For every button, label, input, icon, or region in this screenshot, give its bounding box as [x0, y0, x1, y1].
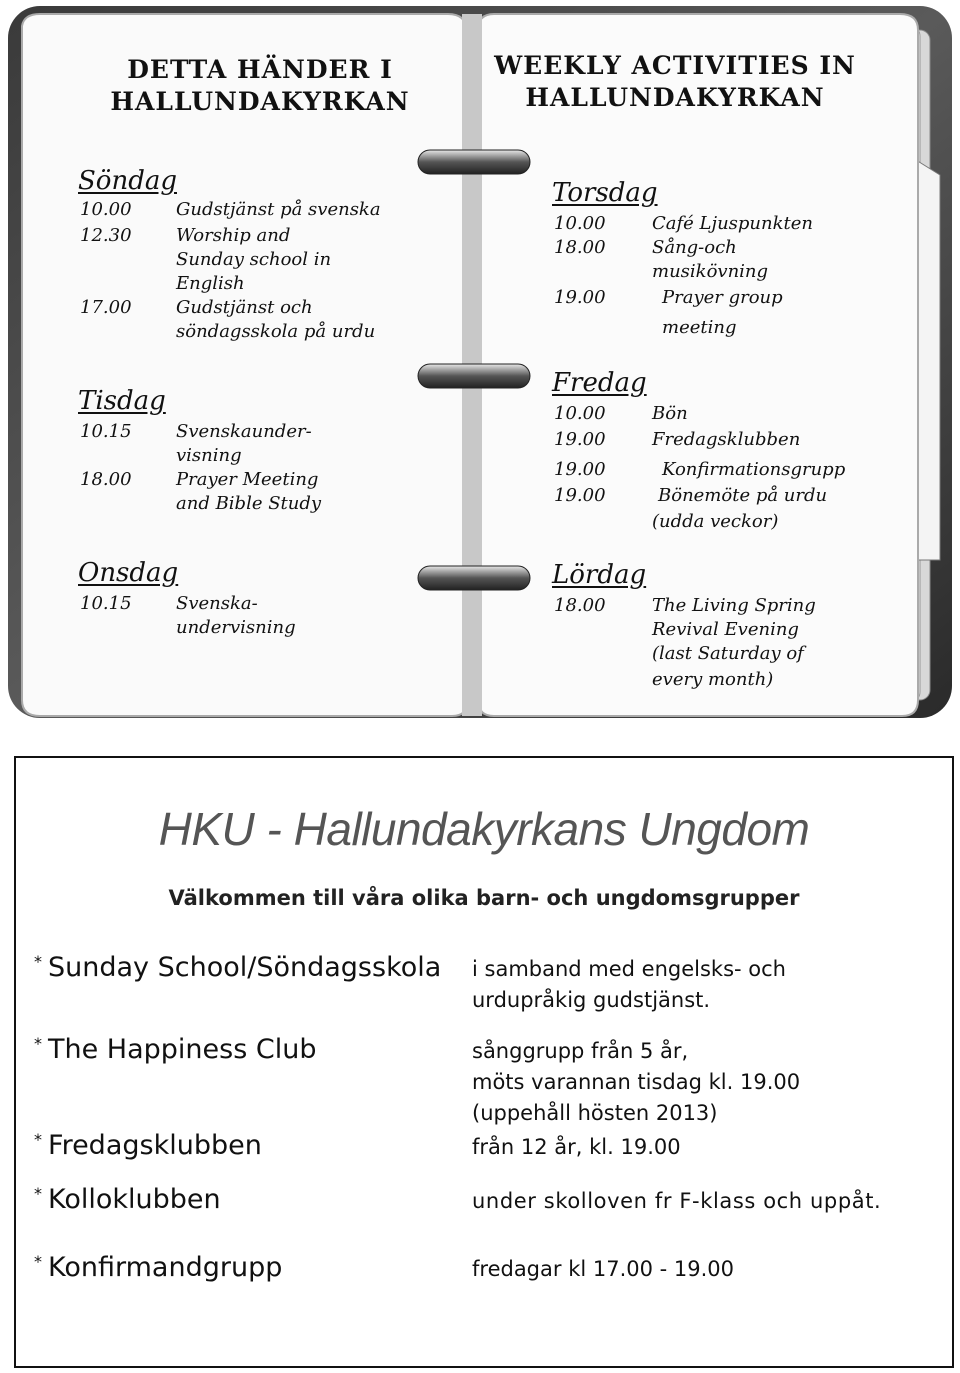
- entry-time: 18.00: [554, 595, 606, 616]
- entry-desc: (last Saturday of: [652, 643, 804, 664]
- program-desc-happiness-club: [472, 1036, 800, 1129]
- entry-time: 10.15: [80, 421, 132, 442]
- entry-desc: Svenska-: [176, 593, 258, 614]
- entry-desc: undervisning: [176, 617, 296, 638]
- entry-desc: English: [176, 273, 245, 294]
- day-block-onsdag: [80, 592, 440, 652]
- program-name: Konfirmandgrupp: [48, 1252, 283, 1283]
- entry-desc: Gudstjänst och: [176, 297, 313, 318]
- entry-desc: every month): [652, 669, 774, 690]
- entry-desc: Prayer group: [662, 287, 783, 308]
- right-title-line1: WEEKLY ACTIVITIES IN: [494, 51, 856, 80]
- hku-subtitle: Välkommen till våra olika barn- och ungdomsgrupper: [168, 886, 800, 910]
- entry-desc: Bönemöte på urdu: [658, 485, 828, 506]
- entry-desc: Fredagsklubben: [652, 429, 801, 450]
- program-konfirmandgrupp: [34, 1252, 282, 1283]
- entry-time: 17.00: [80, 297, 132, 318]
- desc-line: (uppehåll hösten 2013): [472, 1101, 718, 1125]
- right-title-line2: HALLUNDAKYRKAN: [525, 83, 825, 112]
- day-heading-sondag: Söndag: [78, 166, 177, 196]
- entry-time: 19.00: [554, 429, 606, 450]
- program-fredagsklubben: [34, 1130, 262, 1161]
- entry-desc: Café Ljuspunkten: [652, 213, 813, 234]
- left-page-title: [60, 54, 460, 118]
- entry-time: 18.00: [554, 237, 606, 258]
- entry-desc: Gudstjänst på svenska: [176, 199, 381, 220]
- desc-line: i samband med engelsks- och: [472, 957, 786, 981]
- bullet-star: *: [34, 952, 42, 971]
- program-kolloklubben: [34, 1184, 221, 1215]
- entry-desc: Sunday school in: [176, 249, 332, 270]
- program-desc-fredagsklubben: [472, 1132, 681, 1163]
- entry-desc: The Living Spring: [652, 595, 816, 616]
- program-desc-konfirmandgrupp: [472, 1254, 734, 1285]
- entry-desc: meeting: [662, 317, 737, 338]
- program-name: The Happiness Club: [48, 1034, 317, 1065]
- hku-info-box: [14, 756, 954, 1368]
- entry-desc: musikövning: [652, 261, 769, 282]
- entry-desc: Sång-och: [652, 237, 737, 258]
- program-happiness-club: [34, 1034, 316, 1065]
- program-desc-sunday-school: [472, 954, 786, 1016]
- entry-desc: and Bible Study: [176, 493, 322, 514]
- day-block-torsdag: [554, 212, 894, 342]
- day-heading-torsdag: Torsdag: [552, 178, 658, 208]
- desc-line: under skolloven fr F-klass och uppåt.: [472, 1189, 882, 1213]
- entry-time: 10.00: [80, 199, 132, 220]
- entry-time: 19.00: [554, 287, 606, 308]
- desc-line: fredagar kl 17.00 - 19.00: [472, 1257, 735, 1281]
- day-heading-tisdag: Tisdag: [78, 386, 166, 416]
- bullet-star: *: [34, 1034, 42, 1053]
- left-title-line1: DETTA HÄNDER I: [127, 55, 393, 84]
- bullet-star: *: [34, 1130, 42, 1149]
- entry-desc: (udda veckor): [652, 511, 779, 532]
- entry-desc: Revival Evening: [652, 619, 799, 640]
- desc-line: från 12 år, kl. 19.00: [472, 1135, 681, 1159]
- entry-desc: Konfirmationsgrupp: [662, 459, 846, 480]
- hku-title: HKU - Hallundakyrkans Ungdom: [158, 803, 810, 855]
- right-page-title: [490, 50, 860, 114]
- entry-time: 10.00: [554, 403, 606, 424]
- entry-desc: Worship and: [176, 225, 291, 246]
- desc-line: urdupråkig gudstjänst.: [472, 988, 711, 1012]
- day-block-sondag: [80, 198, 440, 348]
- desc-line: sånggrupp från 5 år,: [472, 1039, 689, 1063]
- program-name: Sunday School/Söndagsskola: [48, 952, 442, 983]
- day-heading-lordag: Lördag: [552, 560, 647, 590]
- bullet-star: *: [34, 1184, 42, 1203]
- program-name: Fredagsklubben: [48, 1130, 262, 1161]
- entry-time: 10.15: [80, 593, 132, 614]
- entry-time: 19.00: [554, 485, 606, 506]
- left-title-line2: HALLUNDAKYRKAN: [110, 87, 410, 116]
- program-name: Kolloklubben: [48, 1184, 221, 1215]
- entry-desc: Svenskaunder-: [176, 421, 312, 442]
- day-heading-fredag: Fredag: [552, 368, 647, 398]
- bullet-star: *: [34, 1252, 42, 1271]
- entry-time: 19.00: [554, 459, 606, 480]
- entry-time: 10.00: [554, 213, 606, 234]
- desc-line: möts varannan tisdag kl. 19.00: [472, 1070, 801, 1094]
- day-block-tisdag: [80, 420, 440, 520]
- program-sunday-school: [34, 952, 441, 983]
- entry-desc: Prayer Meeting: [176, 469, 319, 490]
- entry-desc: Bön: [652, 403, 688, 424]
- entry-desc: visning: [176, 445, 242, 466]
- day-heading-onsdag: Onsdag: [78, 558, 179, 588]
- day-block-lordag: [554, 594, 894, 704]
- entry-time: 18.00: [80, 469, 132, 490]
- day-block-fredag: [554, 402, 894, 532]
- program-desc-kolloklubben: [472, 1186, 881, 1217]
- entry-time: 12.30: [80, 225, 132, 246]
- entry-desc: söndagsskola på urdu: [176, 321, 376, 342]
